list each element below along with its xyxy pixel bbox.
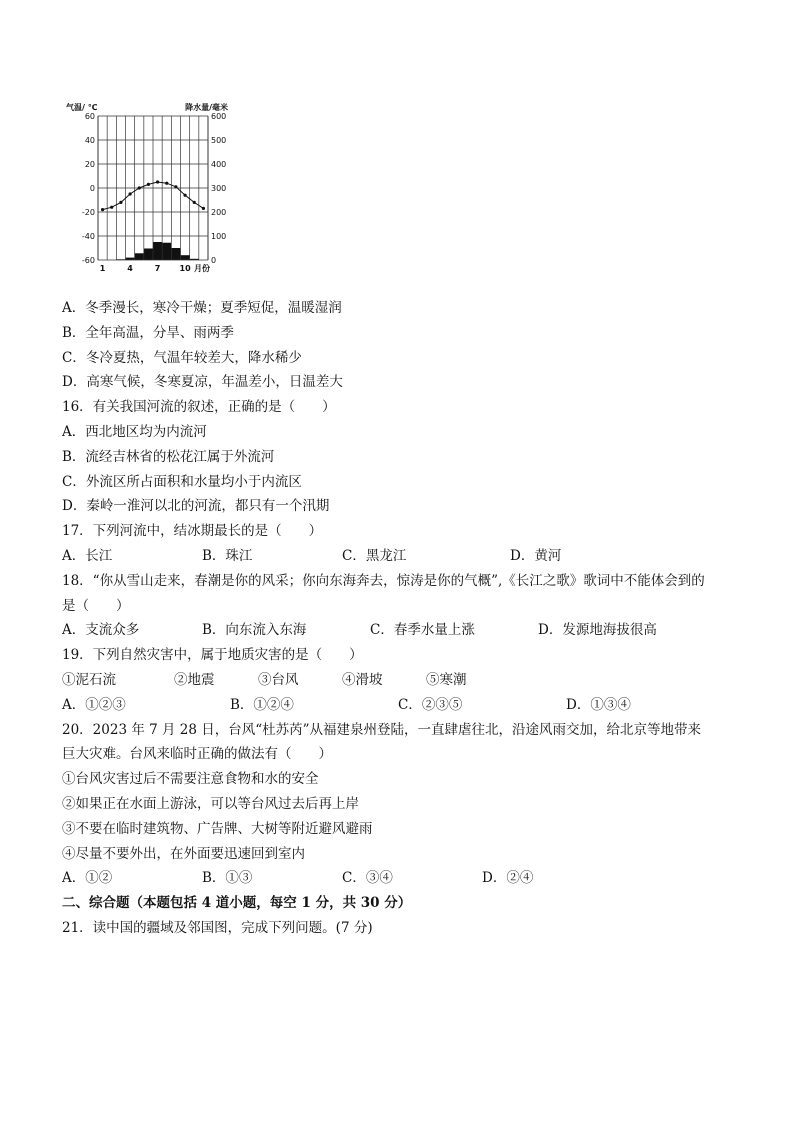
temp-tick-label: 0 xyxy=(89,184,95,193)
precip-bar xyxy=(135,253,144,260)
q16-option-b: B．流经吉林省的松花江属于外流河 xyxy=(62,448,275,465)
q17-option-b: B．珠江 xyxy=(202,547,253,564)
q15-option-a: A．冬季漫长，寒冷干燥；夏季短促，温暖湿润 xyxy=(62,300,342,316)
precip-bar xyxy=(162,243,171,260)
temp-tick-label: -60 xyxy=(81,256,95,265)
temp-tick-label: 40 xyxy=(84,136,95,145)
q20-stem-line2: 巨大灾难。台风来临时正确的做法有（ ） xyxy=(62,746,332,763)
precip-tick-label: 0 xyxy=(211,256,217,265)
month-tick-label: 7 xyxy=(154,264,161,273)
temperature-point xyxy=(156,180,159,183)
section-2-heading: 二、综合题（本题包括 4 道小题，每空 1 分，共 30 分） xyxy=(62,895,412,912)
q17-stem: 17．下列河流中，结冰期最长的是（ ） xyxy=(62,523,323,540)
q19-item-3: ③台风 xyxy=(258,671,299,688)
temp-tick-label: -20 xyxy=(81,208,95,217)
q20-option-c: C．③④ xyxy=(342,870,393,887)
temperature-point xyxy=(165,182,168,185)
q16-option-a: A．西北地区均为内流河 xyxy=(62,423,207,440)
q19-items xyxy=(62,668,742,693)
q19-option-d: D．①③④ xyxy=(566,696,631,713)
q21-stem: 21．读中国的疆域及邻国图，完成下列问题。(7 分) xyxy=(62,919,373,936)
climate-chart xyxy=(62,98,232,280)
month-tick-label: 1 xyxy=(99,264,106,273)
temperature-point xyxy=(202,207,205,210)
temp-tick-label: 20 xyxy=(84,160,95,169)
q19-option-a: A．①②③ xyxy=(62,696,126,713)
q15-option-b: B．全年高温，分旱、雨两季 xyxy=(62,324,234,341)
q18-option-d: D．发源地海拔很高 xyxy=(538,622,657,639)
q19-item-1: ①泥石流 xyxy=(62,671,116,688)
question-content xyxy=(62,296,742,941)
temperature-point xyxy=(110,206,113,209)
q15-option-d: D．高寒气候，冬寒夏凉，年温差小，日温差大 xyxy=(62,374,343,391)
q20-option-d: D．②④ xyxy=(482,870,534,887)
q18-stem-line2: 是（ ） xyxy=(62,597,130,614)
temperature-point xyxy=(193,201,196,204)
precip-tick-label: 600 xyxy=(211,112,227,121)
q20-options xyxy=(62,866,742,891)
month-tick-label: 4 xyxy=(127,264,133,273)
temperature-point xyxy=(183,194,186,197)
q19-option-c: C．②③⑤ xyxy=(398,696,463,713)
precip-tick-label: 500 xyxy=(211,136,227,145)
precip-bar xyxy=(153,242,162,260)
q16-option-d: D．秦岭一淮河以北的河流，都只有一个汛期 xyxy=(62,498,330,515)
temperature-point xyxy=(119,201,122,204)
temperature-point xyxy=(101,208,104,211)
temperature-point xyxy=(147,183,150,186)
precip-tick-label: 100 xyxy=(211,232,227,241)
precip-bar xyxy=(144,248,153,260)
q20-statement-4: ④尽量不要外出，在外面要迅速回到室内 xyxy=(62,845,305,862)
q19-item-4: ④滑坡 xyxy=(342,671,383,688)
q18-option-b: B．向东流入东海 xyxy=(202,622,307,639)
temperature-point xyxy=(138,186,141,189)
q19-stem: 19．下列自然灾害中，属于地质灾害的是（ ） xyxy=(62,647,363,664)
precip-bar xyxy=(126,258,135,260)
q20-statement-3: ③不要在临时建筑物、广告牌、大树等附近避风避雨 xyxy=(62,820,373,837)
precip-tick-label: 300 xyxy=(211,184,227,193)
q17-option-d: D．黄河 xyxy=(510,547,562,564)
y-axis-left-label: 气温/ ℃ xyxy=(66,103,98,112)
x-axis-label: 月份 xyxy=(194,264,210,273)
precip-tick-label: 200 xyxy=(211,208,227,217)
q19-option-b: B．①②④ xyxy=(230,696,294,713)
precip-tick-label: 400 xyxy=(211,160,227,169)
temperature-point xyxy=(128,192,131,195)
q19-item-2: ②地震 xyxy=(174,671,215,688)
q17-option-a: A．长江 xyxy=(62,547,113,564)
temp-tick-label: 60 xyxy=(84,112,95,121)
q20-statement-2: ②如果正在水面上游泳，可以等台风过去后再上岸 xyxy=(62,795,359,812)
q18-option-c: C．春季水量上涨 xyxy=(370,622,475,639)
q20-statement-1: ①台风灾害过后不需要注意食物和水的安全 xyxy=(62,771,319,788)
precip-bar xyxy=(181,255,190,260)
y-axis-right-label: 降水量/毫米 xyxy=(185,103,228,112)
q18-stem-line1: 18．“你从雪山走来，春潮是你的风采；你向东海奔去，惊涛是你的气概”,《长江之歌》歌词中不能体会到的 xyxy=(62,572,705,589)
q18-option-a: A．支流众多 xyxy=(62,622,140,639)
q20-option-b: B．①③ xyxy=(202,870,253,887)
q17-options xyxy=(62,544,742,569)
temp-tick-label: -40 xyxy=(81,232,95,241)
q18-options xyxy=(62,618,742,643)
q19-item-5: ⑤寒潮 xyxy=(426,671,467,688)
q17-option-c: C．黑龙江 xyxy=(342,547,407,564)
q20-stem-line1: 20．2023 年 7 月 28 日，台风“杜苏芮”从福建泉州登陆，一直肆虐往北，沿途风雨交加，给北京等地带来 xyxy=(62,721,702,738)
q19-options xyxy=(62,693,742,718)
precip-bar xyxy=(171,248,180,260)
q16-stem: 16．有关我国河流的叙述，正确的是（ ） xyxy=(62,399,336,416)
temperature-point xyxy=(174,185,177,188)
q15-option-c: C．冬冷夏热，气温年较差大，降水稀少 xyxy=(62,349,302,366)
q20-option-a: A．①② xyxy=(62,870,113,887)
month-tick-label: 10 xyxy=(179,264,191,273)
q16-option-c: C．外流区所占面积和水量均小于内流区 xyxy=(62,473,302,490)
